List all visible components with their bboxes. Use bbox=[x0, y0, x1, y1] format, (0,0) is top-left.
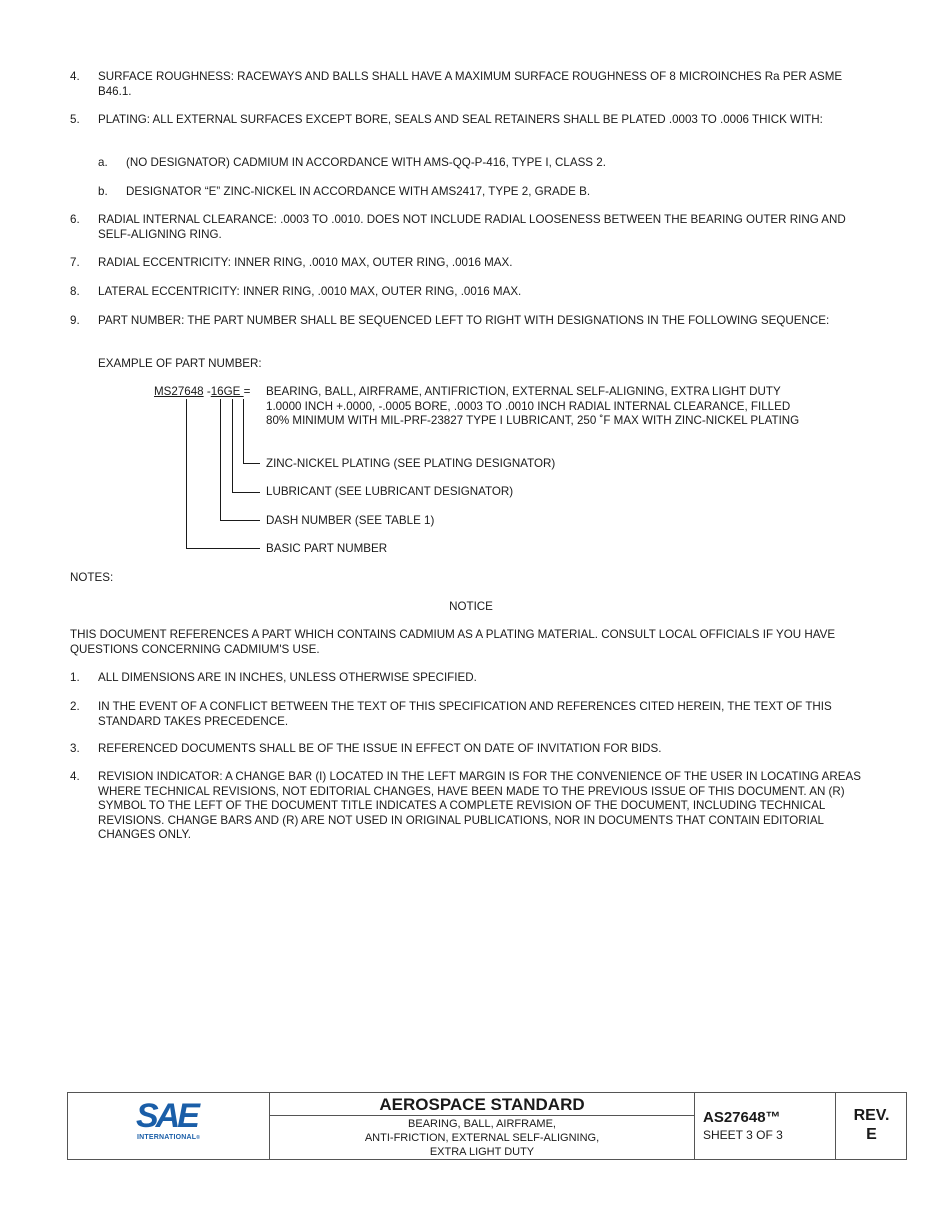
basic-part-number: MS27648 bbox=[154, 385, 204, 398]
title-block bbox=[67, 1092, 907, 1160]
revision-cell bbox=[835, 1093, 907, 1159]
callout-dash-number: DASH NUMBER (SEE TABLE 1) bbox=[266, 514, 435, 527]
note-text: IN THE EVENT OF A CONFLICT BETWEEN THE TEXT OF THIS SPECIFICATION AND REFERENCES CITED HEREIN, THE TEXT OF THIS STANDARD TAKES PRECEDENCE. bbox=[98, 700, 832, 728]
doc-number-cell bbox=[694, 1093, 835, 1159]
option-text: (NO DESIGNATOR) CADMIUM IN ACCORDANCE WITH AMS-QQ-P-416, TYPE I, CLASS 2. bbox=[126, 156, 606, 169]
rev-label: REV. bbox=[853, 1107, 890, 1124]
note-number: 3. bbox=[70, 742, 80, 755]
req-text: LATERAL ECCENTRICITY: INNER RING, .0010 MAX, OUTER RING, .0016 MAX. bbox=[98, 285, 522, 298]
req-text: RADIAL INTERNAL CLEARANCE: .0003 TO .0010. DOES NOT INCLUDE RADIAL LOOSENESS BETWEEN THE BEARING OUTER RING AND SELF-ALIGNING RING. bbox=[98, 213, 846, 241]
desc-line-1: BEARING, BALL, AIRFRAME, bbox=[408, 1118, 556, 1130]
sae-logo-reg: ® bbox=[196, 1135, 201, 1141]
sheet-number: SHEET 3 OF 3 bbox=[703, 1128, 783, 1142]
sae-logo-mark: SAE bbox=[136, 1097, 197, 1135]
notice-title: NOTICE bbox=[449, 600, 493, 613]
part-description: BEARING, BALL, AIRFRAME, ANTIFRICTION, EXTERNAL SELF-ALIGNING, EXTRA LIGHT DUTY 1.0000 INCH +.0000, -.0005 BORE, .0003 TO .0010 INCH RADIAL INTERNAL CLEARANCE, FILLED 80% MINIMUM WITH MIL-PRF-23827 TYPE I LUBRICANT, 250 ˚F MAX WITH ZINC-NICKEL PLATING bbox=[266, 385, 800, 427]
note-number: 4. bbox=[70, 770, 80, 783]
doc-number: AS27648™ bbox=[703, 1109, 781, 1126]
note-text: REFERENCED DOCUMENTS SHALL BE OF THE ISSUE IN EFFECT ON DATE OF INVITATION FOR BIDS. bbox=[98, 742, 662, 755]
example-heading: EXAMPLE OF PART NUMBER: bbox=[98, 357, 262, 370]
sae-logo-subtext bbox=[137, 1134, 200, 1142]
callout-line-dash-v bbox=[220, 399, 221, 521]
equals-sign: = bbox=[243, 385, 251, 398]
req-number: 8. bbox=[70, 285, 80, 298]
callout-lubricant: LUBRICANT (SEE LUBRICANT DESIGNATOR) bbox=[266, 485, 514, 498]
req-text: RADIAL ECCENTRICITY: INNER RING, .0010 MAX, OUTER RING, .0016 MAX. bbox=[98, 256, 513, 269]
callout-line-dash-h bbox=[220, 520, 260, 521]
req-text: PART NUMBER: THE PART NUMBER SHALL BE SEQUENCED LEFT TO RIGHT WITH DESIGNATIONS IN THE FOLLOWING SEQUENCE: bbox=[98, 314, 830, 327]
callout-line-plating-v bbox=[243, 399, 244, 464]
dash-separator: - bbox=[203, 385, 211, 398]
notes-label: NOTES: bbox=[70, 571, 114, 584]
callout-basic-part: BASIC PART NUMBER bbox=[266, 542, 388, 555]
req-number: 6. bbox=[70, 213, 80, 226]
standard-title: AEROSPACE STANDARD bbox=[379, 1095, 585, 1114]
note-number: 2. bbox=[70, 700, 80, 713]
req-text: PLATING: ALL EXTERNAL SURFACES EXCEPT BORE, SEALS AND SEAL RETAINERS SHALL BE PLATED .0003 TO .0006 THICK WITH: bbox=[98, 113, 823, 126]
req-number: 9. bbox=[70, 314, 80, 327]
callout-line-plating-h bbox=[243, 463, 260, 464]
desc-line-3: EXTRA LIGHT DUTY bbox=[429, 1146, 535, 1158]
callout-line-lube-h bbox=[232, 492, 260, 493]
req-number: 5. bbox=[70, 113, 80, 126]
part-suffix: 16GE bbox=[210, 385, 244, 398]
callout-line-basic-h bbox=[186, 548, 260, 549]
callout-line-basic-v bbox=[186, 399, 187, 549]
title-divider bbox=[270, 1115, 694, 1116]
req-text: SURFACE ROUGHNESS: RACEWAYS AND BALLS SHALL HAVE A MAXIMUM SURFACE ROUGHNESS OF 8 MICROINCHES Ra PER ASME B46.1. bbox=[98, 70, 843, 98]
sae-logo bbox=[68, 1093, 269, 1159]
notice-text: THIS DOCUMENT REFERENCES A PART WHICH CONTAINS CADMIUM AS A PLATING MATERIAL. CONSULT LOCAL OFFICIALS IF YOU HAVE QUESTIONS CONCERNING CADMIUM'S USE. bbox=[70, 628, 836, 656]
desc-line-2: ANTI-FRICTION, EXTERNAL SELF-ALIGNING, bbox=[364, 1132, 600, 1144]
callout-line-lube-v bbox=[232, 399, 233, 493]
callout-plating: ZINC-NICKEL PLATING (SEE PLATING DESIGNATOR) bbox=[266, 457, 556, 470]
option-letter: b. bbox=[98, 185, 108, 198]
note-text: REVISION INDICATOR: A CHANGE BAR (I) LOCATED IN THE LEFT MARGIN IS FOR THE CONVENIENCE OF THE USER IN LOCATING AREAS WHERE TECHNICAL REVISIONS, NOT EDITORIAL CHANGES, HAVE BEEN MADE TO THE PREVIOUS ISSUE OF THIS DOCUMENT. AN (R) SYMBOL TO THE LEFT OF THE DOCUMENT TITLE INDICATES A COMPLETE REVISION OF THE DOCUMENT, INCLUDING TECHNICAL REVISIONS. CHANGE BARS AND (R) ARE NOT USED IN ORIGINAL PUBLICATIONS, NOR IN DOCUMENTS THAT CONTAIN EDITORIAL CHANGES ONLY. bbox=[98, 770, 861, 841]
rev-value: E bbox=[866, 1126, 877, 1143]
note-text: ALL DIMENSIONS ARE IN INCHES, UNLESS OTHERWISE SPECIFIED. bbox=[98, 671, 477, 684]
req-number: 7. bbox=[70, 256, 80, 269]
part-number-example bbox=[154, 385, 250, 400]
title-cell bbox=[269, 1093, 694, 1159]
sae-logo-sub: INTERNATIONAL bbox=[137, 1134, 197, 1141]
option-text: DESIGNATOR “E” ZINC-NICKEL IN ACCORDANCE WITH AMS2417, TYPE 2, GRADE B. bbox=[126, 185, 591, 198]
req-number: 4. bbox=[70, 70, 80, 83]
option-letter: a. bbox=[98, 156, 108, 169]
note-number: 1. bbox=[70, 671, 80, 684]
